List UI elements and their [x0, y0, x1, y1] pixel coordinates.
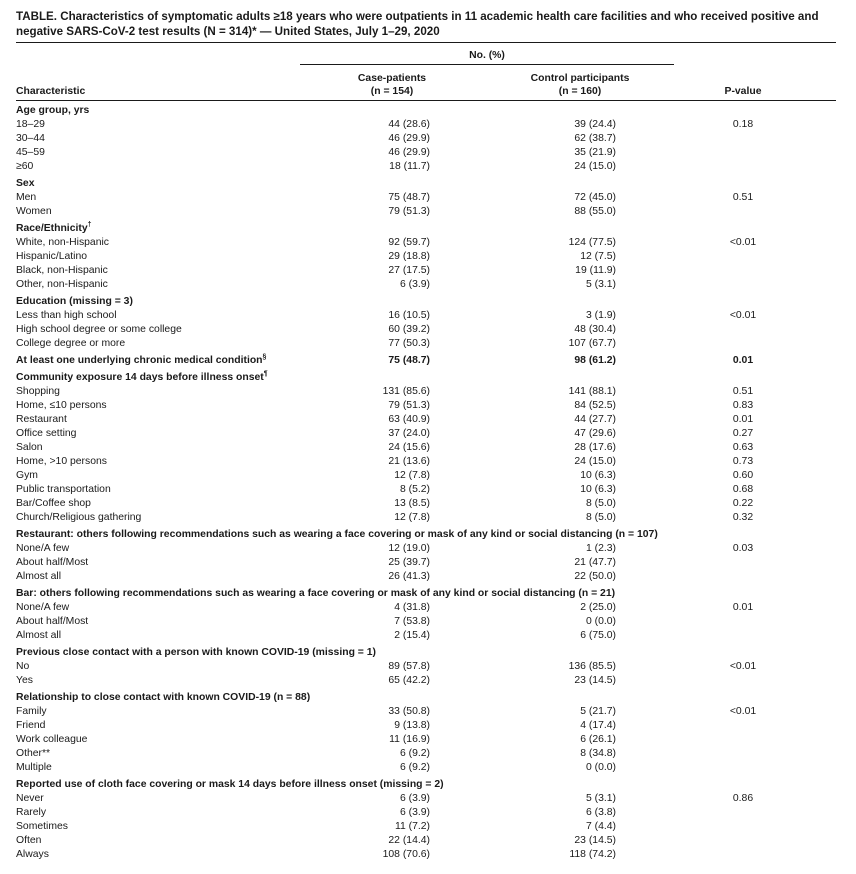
p-value: <0.01 [729, 661, 757, 672]
case-value: 29 (18.8) [388, 251, 430, 262]
label-text: Previous close contact with a person with known COVID-19 (missing = 1) [16, 647, 376, 658]
control-value: 0 (0.0) [585, 616, 616, 627]
row-label [16, 660, 29, 674]
table-body [16, 104, 836, 862]
table-row [16, 264, 836, 278]
control-header-line2: (n = 160) [558, 86, 602, 97]
control-value: 6 (75.0) [580, 630, 616, 641]
label-text: Rarely [16, 807, 47, 818]
p-value: 0.83 [732, 400, 754, 411]
section-label [16, 104, 89, 118]
section-label [16, 295, 133, 309]
control-value: 23 (14.5) [574, 675, 616, 686]
label-text: Community exposure 14 days before illness onset [16, 372, 264, 383]
pvalue-header: P-value [724, 86, 762, 97]
table-row [16, 747, 836, 761]
row-label [16, 615, 88, 629]
p-value: 0.60 [732, 470, 754, 481]
section-header-row [16, 177, 836, 191]
section-header-row [16, 778, 836, 792]
p-value: 0.01 [732, 355, 754, 366]
table-row [16, 483, 836, 497]
label-text: College degree or more [16, 338, 126, 349]
p-value: 0.86 [732, 793, 754, 804]
label-text: Black, non-Hispanic [16, 265, 108, 276]
p-value: 0.22 [732, 498, 754, 509]
table-row [16, 441, 836, 455]
table-row [16, 455, 836, 469]
case-value: 6 (3.9) [399, 279, 430, 290]
section-label [16, 778, 444, 792]
control-value: 22 (50.0) [574, 571, 616, 582]
control-value: 118 (74.2) [569, 849, 616, 860]
table-row [16, 132, 836, 146]
case-value: 12 (19.0) [388, 543, 430, 554]
control-value: 5 (21.7) [580, 706, 616, 717]
table-row [16, 354, 836, 368]
case-value: 6 (9.2) [399, 762, 430, 773]
case-value: 24 (15.6) [388, 442, 430, 453]
case-value: 63 (40.9) [388, 414, 430, 425]
row-label [16, 118, 45, 132]
case-value: 16 (10.5) [388, 310, 430, 321]
table-row [16, 160, 836, 174]
row-label [16, 354, 266, 368]
row-label [16, 806, 46, 820]
footnote-marker: † [87, 221, 92, 229]
table-row [16, 834, 836, 848]
p-value: <0.01 [729, 706, 757, 717]
label-text: Home, >10 persons [16, 456, 107, 467]
case-header-line1: Case-patients [357, 73, 427, 84]
row-label [16, 236, 109, 250]
table-row [16, 570, 836, 584]
case-value: 75 (48.7) [388, 355, 430, 366]
p-value: 0.01 [732, 602, 754, 613]
case-value: 46 (29.9) [388, 147, 430, 158]
section-label [16, 587, 615, 601]
section-header-row [16, 691, 836, 705]
row-label [16, 542, 69, 556]
row-label [16, 719, 45, 733]
case-value: 11 (7.2) [394, 821, 430, 832]
row-label [16, 834, 41, 848]
label-text: Public transportation [16, 484, 111, 495]
table-row [16, 806, 836, 820]
row-label [16, 323, 182, 337]
label-text: At least one underlying chronic medical condition [16, 355, 263, 366]
section-label [16, 646, 376, 660]
row-label [16, 250, 87, 264]
section-label [16, 177, 35, 191]
row-label [16, 455, 107, 469]
case-value: 44 (28.6) [388, 119, 430, 130]
case-value: 46 (29.9) [388, 133, 430, 144]
control-value: 107 (67.7) [568, 338, 616, 349]
case-header-line2: (n = 154) [370, 86, 414, 97]
case-value: 27 (17.5) [388, 265, 430, 276]
control-value: 98 (61.2) [574, 355, 616, 366]
control-value: 5 (3.1) [585, 279, 616, 290]
header-rule [16, 100, 836, 101]
control-value: 47 (29.6) [574, 428, 616, 439]
case-value: 13 (8.5) [394, 498, 430, 509]
row-label [16, 601, 69, 615]
control-value: 124 (77.5) [568, 237, 616, 248]
label-text: Sometimes [16, 821, 68, 832]
label-text: Shopping [16, 386, 60, 397]
label-text: Gym [16, 470, 38, 481]
case-value: 92 (59.7) [388, 237, 430, 248]
control-value: 48 (30.4) [574, 324, 616, 335]
label-text: Home, ≤10 persons [16, 400, 107, 411]
label-text: Almost all [16, 630, 62, 641]
table-row [16, 674, 836, 688]
table-row [16, 497, 836, 511]
label-text: Less than high school [16, 310, 117, 321]
label-text: ≥60 [16, 161, 34, 172]
table-row [16, 399, 836, 413]
section-header-row [16, 222, 836, 236]
row-label [16, 205, 52, 219]
table-row [16, 118, 836, 132]
control-value: 62 (38.7) [574, 133, 616, 144]
case-value: 6 (9.2) [399, 748, 430, 759]
label-text: 30–44 [16, 133, 45, 144]
p-value: 0.73 [732, 456, 754, 467]
label-text: Restaurant: others following recommendations such as wearing a face covering or mask of any kind or social distancing (n = 107) [16, 529, 658, 540]
label-text: Reported use of cloth face covering or mask 14 days before illness onset (missing = 2) [16, 779, 444, 790]
table-row [16, 556, 836, 570]
row-label [16, 570, 61, 584]
label-text: No [16, 661, 30, 672]
label-text: Often [16, 835, 42, 846]
row-label [16, 146, 45, 160]
case-value: 22 (14.4) [388, 835, 430, 846]
label-text: None/A few [16, 543, 70, 554]
case-value: 2 (15.4) [394, 630, 430, 641]
row-label [16, 264, 108, 278]
label-text: Multiple [16, 762, 52, 773]
table-row [16, 309, 836, 323]
table-row [16, 761, 836, 775]
row-label [16, 511, 141, 525]
table-row [16, 733, 836, 747]
control-value: 8 (34.8) [580, 748, 616, 759]
section-header-row [16, 295, 836, 309]
section-header-row [16, 528, 836, 542]
label-text: Age group, yrs [16, 105, 90, 116]
label-text: Family [16, 706, 47, 717]
table-row [16, 469, 836, 483]
control-value: 10 (6.3) [580, 470, 616, 481]
case-value: 21 (13.6) [388, 456, 430, 467]
row-label [16, 705, 47, 719]
case-value: 77 (50.3) [388, 338, 430, 349]
column-group-rule [300, 64, 674, 65]
case-value: 7 (53.8) [394, 616, 430, 627]
label-text: Race/Ethnicity [16, 223, 88, 234]
title-rule [16, 42, 836, 43]
label-text: Men [16, 192, 37, 203]
label-text: Friend [16, 720, 46, 731]
p-value: <0.01 [729, 237, 757, 248]
label-text: Education (missing = 3) [16, 296, 133, 307]
control-value: 7 (4.4) [585, 821, 616, 832]
row-label [16, 441, 43, 455]
footnote-marker: § [262, 353, 267, 361]
case-value: 4 (31.8) [394, 602, 430, 613]
table-row [16, 629, 836, 643]
row-label [16, 160, 33, 174]
row-label [16, 483, 111, 497]
case-value: 12 (7.8) [394, 470, 430, 481]
label-text: Salon [16, 442, 43, 453]
case-value: 9 (13.8) [394, 720, 430, 731]
label-text: Yes [16, 675, 33, 686]
control-value: 44 (27.7) [574, 414, 616, 425]
label-text: Office setting [16, 428, 77, 439]
table-row [16, 191, 836, 205]
row-label [16, 848, 49, 862]
control-value: 8 (5.0) [585, 512, 616, 523]
label-text: 18–29 [16, 119, 45, 130]
control-value: 35 (21.9) [574, 147, 616, 158]
row-label [16, 309, 117, 323]
label-text: Sex [16, 178, 35, 189]
table-row [16, 719, 836, 733]
table-row [16, 278, 836, 292]
section-label [16, 691, 310, 705]
row-label [16, 413, 67, 427]
case-value: 8 (5.2) [399, 484, 430, 495]
case-value: 75 (48.7) [388, 192, 430, 203]
control-value: 21 (47.7) [574, 557, 616, 568]
control-value: 141 (88.1) [568, 386, 616, 397]
label-text: Bar: others following recommendations such as wearing a face covering or mask of any kind or social distancing (n = 21) [16, 588, 616, 599]
control-value: 6 (3.8) [585, 807, 616, 818]
case-value: 79 (51.3) [388, 206, 430, 217]
p-value: 0.51 [732, 386, 754, 397]
case-value: 60 (39.2) [388, 324, 430, 335]
table-row [16, 542, 836, 556]
row-label [16, 469, 38, 483]
label-text: Women [16, 206, 52, 217]
table-row [16, 236, 836, 250]
p-value: 0.32 [732, 512, 754, 523]
row-label [16, 674, 33, 688]
footnote-marker: ¶ [263, 370, 268, 378]
case-value: 11 (16.9) [389, 734, 430, 745]
table-row [16, 323, 836, 337]
section-label [16, 222, 92, 236]
p-value: 0.63 [732, 442, 754, 453]
row-label [16, 820, 68, 834]
control-value: 3 (1.9) [585, 310, 616, 321]
p-value: 0.68 [732, 484, 754, 495]
control-value: 0 (0.0) [585, 762, 616, 773]
p-value: 0.03 [732, 543, 754, 554]
label-text: White, non-Hispanic [16, 237, 109, 248]
label-text: Never [16, 793, 44, 804]
section-header-row [16, 371, 836, 385]
row-label [16, 761, 52, 775]
control-value: 39 (24.4) [574, 119, 616, 130]
table-row [16, 427, 836, 441]
row-label [16, 399, 107, 413]
table-row [16, 337, 836, 351]
case-value: 65 (42.2) [388, 675, 430, 686]
case-value: 108 (70.6) [382, 849, 430, 860]
case-value: 25 (39.7) [388, 557, 430, 568]
control-value: 8 (5.0) [585, 498, 616, 509]
control-header-line1: Control participants [530, 73, 630, 84]
case-value: 6 (3.9) [399, 793, 430, 804]
column-group-header: No. (%) [469, 50, 505, 61]
control-value: 1 (2.3) [585, 543, 616, 554]
label-text: Always [16, 849, 49, 860]
row-label [16, 556, 88, 570]
section-header-row [16, 587, 836, 601]
row-label [16, 337, 125, 351]
section-header-row [16, 646, 836, 660]
table-row [16, 615, 836, 629]
label-text: Work colleague [16, 734, 88, 745]
label-text: Church/Religious gathering [16, 512, 142, 523]
control-value: 28 (17.6) [574, 442, 616, 453]
row-label [16, 733, 87, 747]
row-label [16, 191, 36, 205]
label-text: About half/Most [16, 616, 89, 627]
table-row [16, 205, 836, 219]
row-label [16, 792, 44, 806]
table-row [16, 146, 836, 160]
row-label [16, 385, 60, 399]
table-row [16, 250, 836, 264]
label-text: About half/Most [16, 557, 89, 568]
control-value: 6 (26.1) [580, 734, 616, 745]
label-text: Restaurant [16, 414, 67, 425]
control-value: 84 (52.5) [574, 400, 616, 411]
section-header-row [16, 104, 836, 118]
p-value: 0.27 [732, 428, 754, 439]
control-value: 72 (45.0) [574, 192, 616, 203]
control-value: 88 (55.0) [574, 206, 616, 217]
label-text: Other, non-Hispanic [16, 279, 108, 290]
table-row [16, 413, 836, 427]
table-row [16, 385, 836, 399]
label-text: None/A few [16, 602, 70, 613]
case-value: 131 (85.6) [382, 386, 430, 397]
control-value: 24 (15.0) [574, 161, 616, 172]
control-value: 5 (3.1) [585, 793, 616, 804]
label-text: 45–59 [16, 147, 45, 158]
control-value: 19 (11.9) [575, 265, 616, 276]
control-value: 23 (14.5) [574, 835, 616, 846]
row-label [16, 132, 45, 146]
label-text: High school degree or some college [16, 324, 182, 335]
control-value: 4 (17.4) [580, 720, 616, 731]
table-row [16, 792, 836, 806]
case-value: 79 (51.3) [388, 400, 430, 411]
table-row [16, 601, 836, 615]
case-value: 6 (3.9) [399, 807, 430, 818]
control-value: 10 (6.3) [580, 484, 616, 495]
case-value: 33 (50.8) [388, 706, 430, 717]
table-row [16, 511, 836, 525]
p-value: 0.51 [732, 192, 754, 203]
case-value: 12 (7.8) [394, 512, 430, 523]
label-text: Relationship to close contact with known COVID-19 (n = 88) [16, 692, 311, 703]
case-value: 37 (24.0) [388, 428, 430, 439]
row-label [16, 747, 50, 761]
table-row [16, 660, 836, 674]
section-label [16, 371, 268, 385]
row-label [16, 427, 76, 441]
p-value: 0.01 [732, 414, 754, 425]
row-label [16, 497, 91, 511]
label-text: Bar/Coffee shop [16, 498, 91, 509]
table-row [16, 705, 836, 719]
section-label [16, 528, 658, 542]
control-value: 12 (7.5) [580, 251, 616, 262]
control-value: 24 (15.0) [574, 456, 616, 467]
table-title: TABLE. Characteristics of symptomatic adults ≥18 years who were outpatients in 11 academic health care facilities and who received positive and negative SARS-CoV-2 test results (N = 314)* — United States, July 1–29, 2020 [16, 10, 819, 38]
table-row [16, 820, 836, 834]
p-value: 0.18 [732, 119, 754, 130]
control-value: 136 (85.5) [568, 661, 616, 672]
table-row [16, 848, 836, 862]
case-value: 18 (11.7) [389, 161, 430, 172]
row-label [16, 629, 61, 643]
row-label [16, 278, 108, 292]
label-text: Almost all [16, 571, 62, 582]
control-value: 2 (25.0) [580, 602, 616, 613]
case-value: 26 (41.3) [388, 571, 430, 582]
characteristic-header: Characteristic [16, 86, 86, 97]
label-text: Other** [16, 748, 51, 759]
p-value: <0.01 [729, 310, 757, 321]
case-value: 89 (57.8) [388, 661, 430, 672]
label-text: Hispanic/Latino [16, 251, 88, 262]
